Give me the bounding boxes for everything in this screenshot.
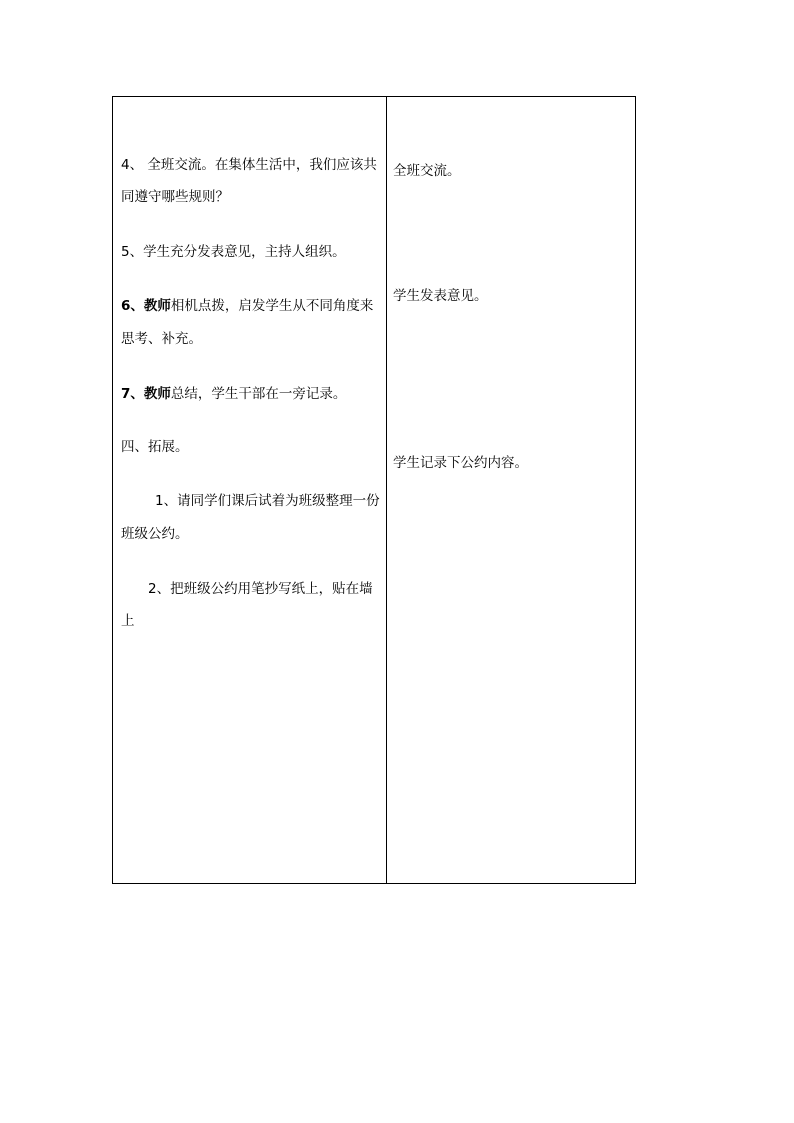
column-divider [386, 97, 387, 883]
item-6-line-1 [121, 298, 373, 314]
extension-2-line-1: 2、把班级公约用笔抄写纸上，贴在墙 [148, 581, 373, 597]
item-5: 5、学生充分发表意见，主持人组织。 [121, 244, 346, 260]
item-7 [121, 386, 346, 402]
item-7-teacher: 教师 [143, 386, 171, 402]
item-4-line-1: 4、 全班交流。在集体生活中，我们应该共 [121, 157, 377, 173]
item-7-text: 总结，学生干部在一旁记录。 [170, 386, 347, 402]
student-note-2: 学生发表意见。 [393, 288, 488, 304]
item-6-line-2: 思考、补充。 [121, 331, 202, 347]
item-7-number: 7、 [121, 386, 144, 402]
item-6-number: 6、 [121, 298, 144, 314]
extension-1-line-2: 班级公约。 [121, 526, 189, 542]
extension-2-line-2: 上 [121, 613, 135, 629]
item-4-line-2: 同遵守哪些规则？ [121, 189, 229, 205]
student-note-1: 全班交流。 [393, 163, 461, 179]
section-4-heading: 四、拓展。 [121, 439, 189, 455]
student-note-3: 学生记录下公约内容。 [393, 455, 528, 471]
item-6-text: 相机点拨，启发学生从不同角度来 [170, 298, 374, 314]
extension-1-line-1: 1、请同学们课后试着为班级整理一份 [155, 493, 380, 509]
item-6-teacher: 教师 [143, 298, 171, 314]
lesson-table [112, 96, 636, 884]
